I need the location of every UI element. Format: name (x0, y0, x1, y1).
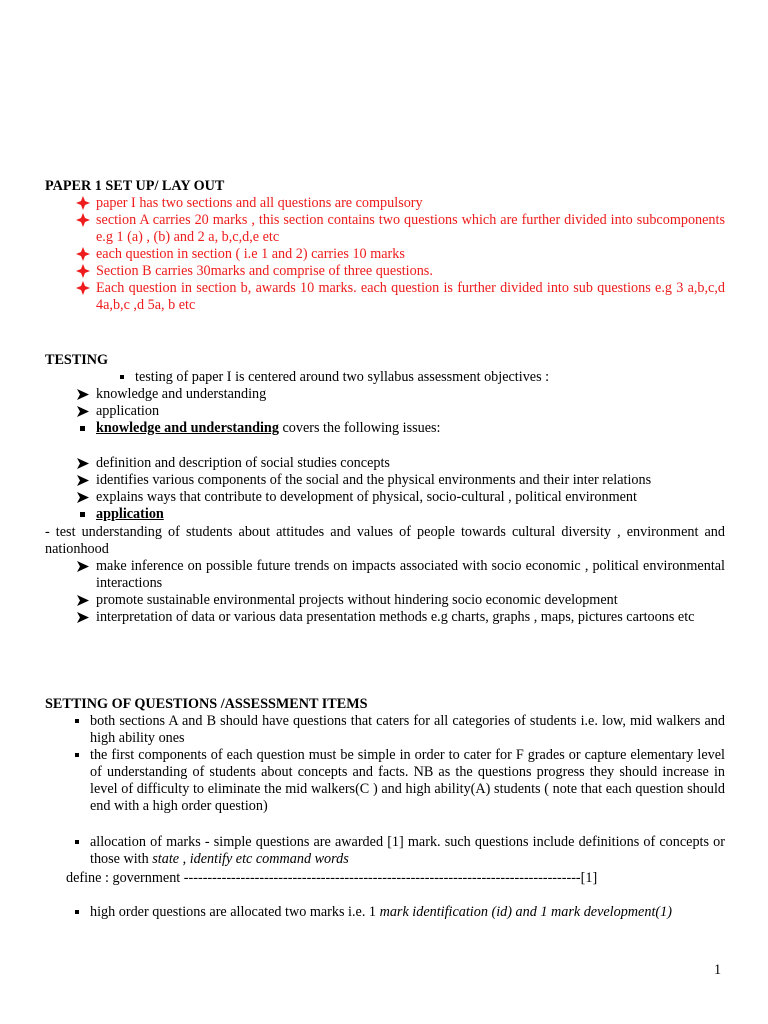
arrow-bullet-icon (77, 492, 89, 503)
define-line: define : government ------------------------------------------------------------------------------------[1] (66, 870, 598, 886)
arrow-bullet-icon (77, 561, 89, 572)
paper1-heading: PAPER 1 SET UP/ LAY OUT (45, 178, 225, 194)
list-item: interpretation of data or various data presentation methods e.g charts, graphs , maps, pictures cartoons etc (75, 609, 725, 626)
list-item: Section B carries 30marks and comprise of three questions. (75, 263, 725, 280)
arrow-bullet-icon (77, 406, 89, 417)
paper1-list (75, 195, 725, 314)
high-order-item (69, 904, 729, 921)
arrow-bullet-icon (77, 475, 89, 486)
diamond-bullet-icon (76, 247, 90, 261)
page: PAPER 1 SET UP/ LAY OUT paper I has two sections and all questions are compulsory section A carries 20 marks , this section contains two questions which are further divided into subcomponents e.g 1 (a) , (b) and 2 a, b,c,d,e etc each question in section ( i.e 1 and 2) carries 10 marks Section B carries 30marks and comprise of three questions. Each question in section b, awards 10 marks. each question is further divided into sub questions e.g 3 a,b,c,d 4a,b,c ,d 5a, b etc TESTING testing of paper I is centered around two syllabus assessment objectives : knowledge and understanding application knowledge and understanding covers the following issues: definition and description of social studies concepts identifies various components of the social and the physical environments and their inter relations explains ways that contribute to development of physical, socio-cultural , political environment application - test understanding of students about attitudes and values of people towards cultural diversity , environment and nationhood make inference on possible future trends on impacts associated with socio economic , political environmental interactions promote sustainable environmental projects without hindering socio economic development interpretation of data or various data presentation methods e.g charts, graphs , maps, pictures cartoons etc SETTING OF QUESTIONS /ASSESSMENT ITEMS both sections A and B should have questions that caters for all categories of students i.e. low, mid walkers and high ability ones the first components of each question must be simple in order to cater for F grades or capture elementary level of understanding of students about concepts and facts. NB as the questions progress they should increase in level of difficulty to eliminate the mid walkers(C ) and high ability(A) students ( note that each question should end with a high order question) allocation of marks - simple questions are awarded [1] mark. such questions include definitions of concepts or those with state , identify etc command words define : government ------------------------------------------------------------------------------------[1] high order questions are allocated two marks i.e. 1 mark identification (id) and 1 mark development(1) 1 (0, 0, 768, 1024)
list-item: make inference on possible future trends on impacts associated with socio economic , political environmental interactions (75, 558, 725, 592)
list-item: paper I has two sections and all questions are compulsory (75, 195, 725, 212)
setting-heading: SETTING OF QUESTIONS /ASSESSMENT ITEMS (45, 696, 368, 712)
square-bullet-icon (75, 840, 79, 844)
list-item: knowledge and understanding covers the following issues: (75, 420, 725, 437)
arrow-bullet-icon (77, 389, 89, 400)
ku-list (75, 455, 725, 523)
list-item (75, 506, 725, 523)
setting-list (69, 713, 725, 815)
square-bullet-icon (80, 426, 85, 431)
arrow-bullet-icon (77, 612, 89, 623)
testing-heading: TESTING (45, 352, 109, 368)
arrow-bullet-icon (77, 595, 89, 606)
list-item: explains ways that contribute to development of physical, socio-cultural , political environment (75, 489, 725, 506)
application-paragraph: - test understanding of students about attitudes and values of people towards cultural diversity , environment and nationhood (45, 524, 725, 557)
list-item: high order questions are allocated two marks i.e. 1 mark identification (id) and 1 mark development(1) (69, 904, 729, 921)
square-bullet-icon (75, 719, 79, 723)
ku-title: knowledge and understanding (96, 420, 279, 436)
list-item: Each question in section b, awards 10 marks. each question is further divided into sub questions e.g 3 a,b,c,d 4a,b,c ,d 5a, b etc (75, 280, 725, 314)
list-item: allocation of marks - simple questions are awarded [1] mark. such questions include definitions of concepts or those with state , identify etc command words (69, 834, 725, 868)
arrow-bullet-icon (77, 458, 89, 469)
marks-allocation-item (69, 834, 725, 868)
list-item: definition and description of social studies concepts (75, 455, 725, 472)
list-item: knowledge and understanding (75, 386, 725, 403)
square-bullet-icon (75, 753, 79, 757)
application-title: application (96, 506, 164, 522)
objectives-list (75, 386, 725, 437)
diamond-bullet-icon (76, 264, 90, 278)
list-item: promote sustainable environmental projects without hindering socio economic development (75, 592, 725, 609)
diamond-bullet-icon (76, 213, 90, 227)
list-item: the first components of each question must be simple in order to cater for F grades or capture elementary level of understanding of students about concepts and facts. NB as the questions progress they should increase in level of difficulty to eliminate the mid walkers(C ) and high ability(A) students ( note that each question should end with a high order question) (69, 747, 725, 815)
list-item: each question in section ( i.e 1 and 2) carries 10 marks (75, 246, 725, 263)
list-item: application (75, 403, 725, 420)
list-item: identifies various components of the social and the physical environments and their inter relations (75, 472, 725, 489)
square-bullet-icon (75, 910, 79, 914)
list-item: both sections A and B should have questions that caters for all categories of students i.e. low, mid walkers and high ability ones (69, 713, 725, 747)
page-number: 1 (714, 962, 722, 978)
list-item: section A carries 20 marks , this section contains two questions which are further divided into subcomponents e.g 1 (a) , (b) and 2 a, b,c,d,e etc (75, 212, 725, 246)
diamond-bullet-icon (76, 281, 90, 295)
square-bullet-icon (80, 512, 85, 517)
application-list (75, 558, 725, 626)
square-bullet-icon (120, 375, 124, 379)
diamond-bullet-icon (76, 196, 90, 210)
